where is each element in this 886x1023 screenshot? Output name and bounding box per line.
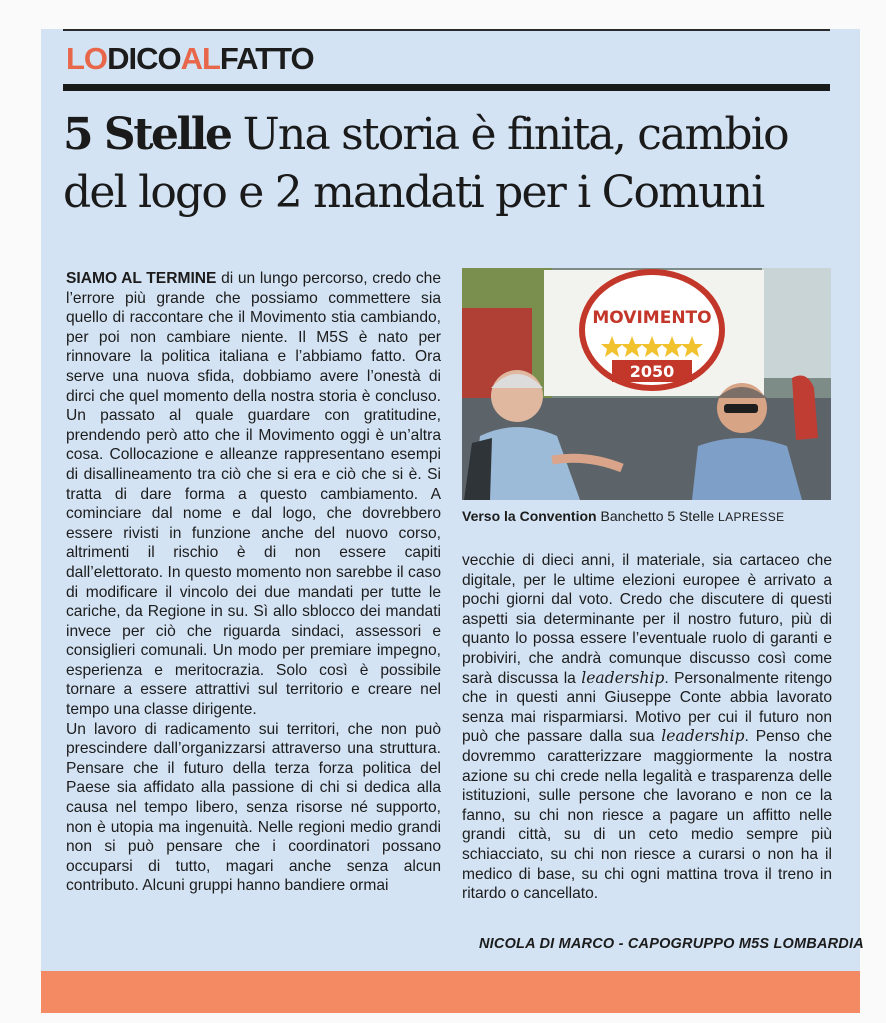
author-signature: NICOLA DI MARCO - CAPOGRUPPO M5S LOMBARDIA — [479, 936, 864, 952]
article-column-right — [462, 551, 832, 904]
caption-text: Banchetto 5 Stelle — [596, 508, 719, 524]
photo-caption — [462, 507, 837, 526]
footer-band — [41, 971, 860, 1013]
photo-illustration — [462, 268, 831, 500]
banner-title: MOVIMENTO — [592, 308, 712, 328]
article-text-2a: vecchie di dieci anni, il materiale, sia cartaceo che digitale, per le ultime elezioni europee è arrivato a pochi giorni dal voto. Credo che discutere di questi aspetti sia determinante per il nostro futuro, più di quanto lo possa essere l’eventuale ruolo di garanti e probiviri, che andrà comunque discusso così come sarà discussa la — [462, 552, 832, 687]
section-rubric — [66, 42, 314, 76]
article-paragraph-3 — [462, 551, 832, 904]
article-paragraph-2: Un lavoro di radicamento sui territori, che non può prescindere dall’organizzarsi attraverso una struttura. Pensare che il futuro della terza forza politica del Paese sia affidato alla passione di chi si dedica alla causa nel tempo libero, senza risorse né supporto, non è utopia ma ingenuità. Nelle regioni medio grandi non si può pensare che i coordinatori possano occuparsi di tutto, magari anche senza alcun contributo. Alcuni gruppi hanno bandiere ormai — [66, 720, 441, 895]
article-photo — [462, 268, 831, 500]
rubric-fatto: FATTO — [219, 41, 314, 76]
article-paragraph-1 — [66, 269, 441, 720]
headline-bar — [63, 84, 830, 91]
headline — [63, 106, 843, 222]
headline-text: Una storia è finita, cambio del logo e 2 mandati per i Comuni — [63, 109, 788, 218]
rubric-al: AL — [180, 41, 220, 76]
rubric-dico: DICO — [107, 41, 181, 76]
article-text-1: di un lungo percorso, credo che l’errore più grande che possiamo commettere sia quello di raccontare che il Movimento stia cambiando, per poi non cambiare niente. Il M5S è nato per rinnovare la politica italiana e l’abbiamo fatto. Ora serve una nuova sfida, dobbiamo avere l’onestà di dirci che quel momento della nostra storia è concluso. Un passato al quale guardare con gratitudine, prendendo però atto che il Movimento oggi è un’altra cosa. Collocazione e alleanze rappresentano esempi di disallineamento tra ciò che si era e ciò che si è. Si tratta di dare forma a questo cambiamento. A cominciare dal nome e dal logo, che dovrebbero essere rivisti in funzione anche del nuovo corso, altrimenti il rischio è di non essere capiti dall’elettorato. In questo momento non sarebbe il caso di modificare il vincolo dei due mandati per tutte le cariche, da Regione in su. Sì allo sblocco dei mandati invece per ciò che riguarda sindaci, assessori e consiglieri comunali. Un modo per premiare impegno, esperienza e meritocrazia. Solo così è possibile tornare a essere attrattivi sul territorio e creare nel tempo una classe dirigente. — [66, 270, 441, 719]
article-text-2c: . Penso che dovremmo caratterizzare maggiormente la nostra azione su chi crede nella legalità e trasparenza delle istituzioni, sulle persone che lavorano e non ce la fanno, su chi non riesce a pagare un affitto nelle grandi città, su di un ceto medio sempre più schiacciato, su chi non riesce a curarsi o non ha il medico di base, su chi ogni mattina trova il treno in ritardo o cancellato. — [462, 728, 832, 903]
article-column-left — [66, 269, 441, 896]
top-rule — [63, 29, 830, 31]
headline-tag: 5 Stelle — [63, 109, 231, 160]
article-lead: SIAMO AL TERMINE — [66, 270, 217, 287]
caption-bold: Verso la Convention — [462, 508, 597, 524]
rubric-lo: LO — [66, 41, 108, 76]
leadership-word-1: leadership — [581, 668, 665, 687]
article-text-2b: . Personalmente ritengo che in questi anni Giuseppe Conte abbia lavorato senza mai risparmiarsi. Motivo per cui il futuro non può che passare dalla sua — [462, 669, 833, 746]
caption-credit: LAPRESSE — [718, 510, 785, 524]
leadership-word-2: leadership — [661, 727, 745, 746]
banner-year: 2050 — [629, 362, 675, 381]
